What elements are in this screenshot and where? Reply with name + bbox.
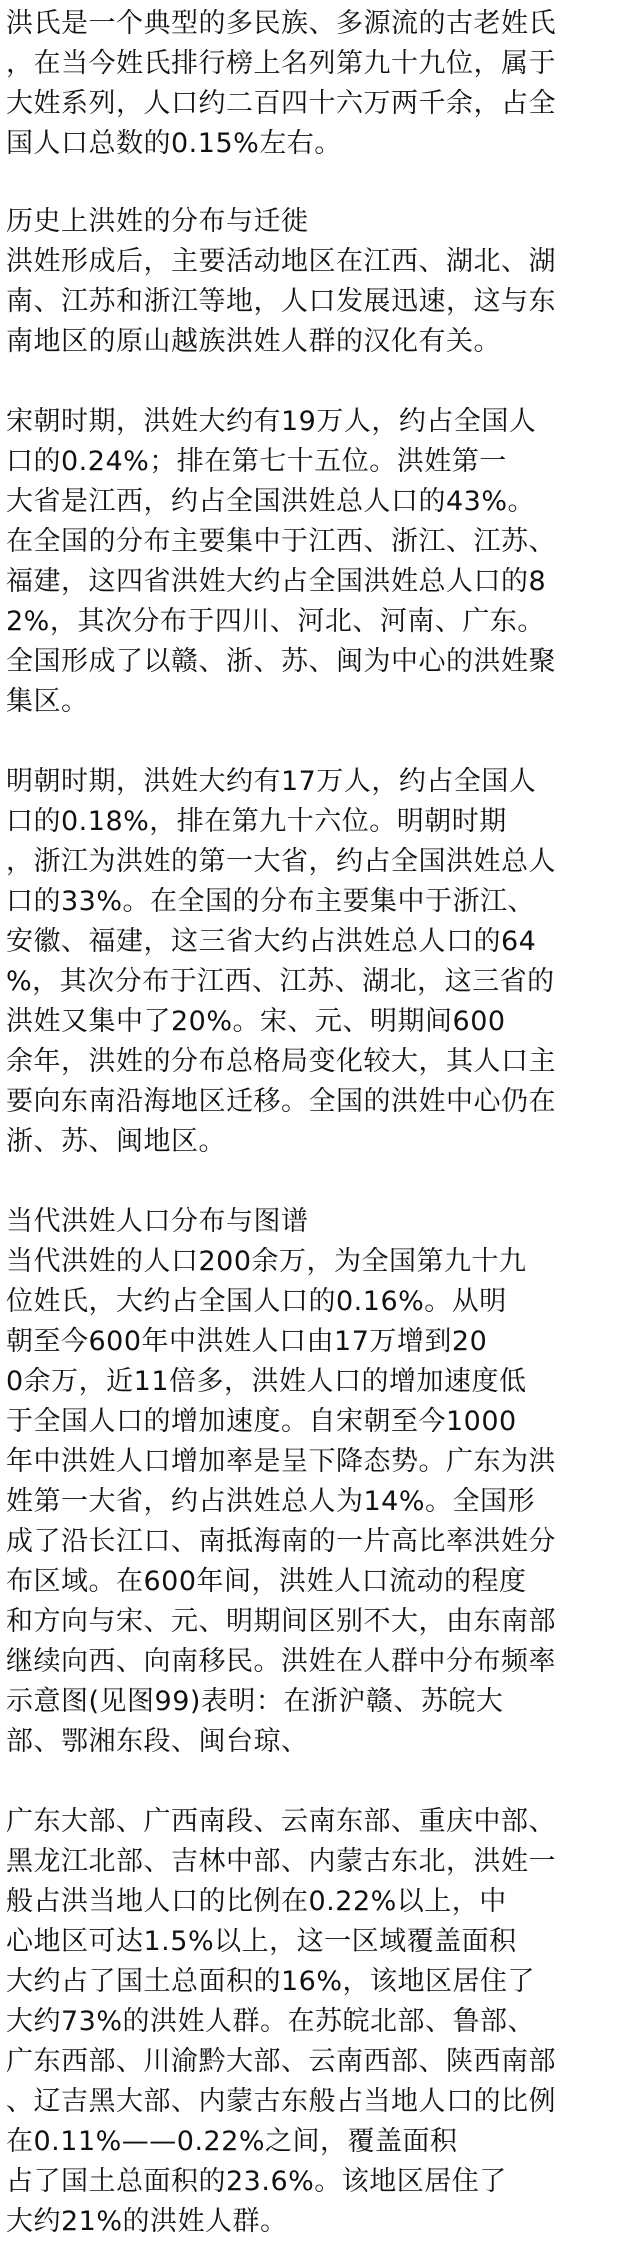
text-line: 广东大部、广西南段、云南东部、重庆中部、 <box>6 1806 556 1837</box>
text-line: 和方向与宋、元、明期间区别不大，由东南部 <box>6 1606 556 1637</box>
modern-paragraph <box>6 1242 634 1762</box>
paragraph-gap <box>6 1162 634 1202</box>
text-line: 大约占了国土总面积的16%，该地区居住了 <box>6 1966 536 1997</box>
text-line: 占了国土总面积的23.6%。该地区居住了 <box>6 2166 507 2197</box>
paragraph-gap <box>6 722 634 762</box>
text-line: 、辽吉黑大部、内蒙古东般占当地人口的比例 <box>6 2086 556 2117</box>
text-line: 口的33%。在全国的分布主要集中于浙江、 <box>6 886 536 917</box>
text-line: 浙、苏、闽地区。 <box>6 1126 226 1157</box>
text-line: 于全国人口的增加速度。自宋朝至今1000 <box>6 1406 517 1437</box>
text-line: 心地区可达1.5%以上，这一区域覆盖面积 <box>6 1926 517 1957</box>
paragraph-gap <box>6 1762 634 1802</box>
text-line: 部、鄂湘东段、闽台琼、 <box>6 1726 309 1757</box>
ming-dynasty-paragraph <box>6 762 634 1162</box>
text-line: 南地区的原山越族洪姓人群的汉化有关。 <box>6 326 501 357</box>
text-line: 洪氏是一个典型的多民族、多源流的古老姓氏 <box>6 8 556 39</box>
history-paragraph <box>6 242 634 362</box>
text-line: 宋朝时期，洪姓大约有19万人，约占全国人 <box>6 406 537 437</box>
text-line: ，浙江为洪姓的第一大省，约占全国洪姓总人 <box>6 846 556 877</box>
text-line: 福建，这四省洪姓大约占全国洪姓总人口的8 <box>6 566 547 597</box>
text-line: 国人口总数的0.15%左右。 <box>6 128 342 159</box>
text-line: 口的0.18%，排在第九十六位。明朝时期 <box>6 806 507 837</box>
song-dynasty-paragraph <box>6 402 634 722</box>
text-line: 般占洪当地人口的比例在0.22%以上，中 <box>6 1886 507 1917</box>
text-line: 0余万，近11倍多，洪姓人口的增加速度低 <box>6 1366 527 1397</box>
text-line: 位姓氏，大约占全国人口的0.16%。从明 <box>6 1286 507 1317</box>
text-line: 当代洪姓的人口200余万，为全国第九十九 <box>6 1246 527 1277</box>
article <box>6 4 634 2242</box>
text-line: 继续向西、向南移民。洪姓在人群中分布频率 <box>6 1646 556 1677</box>
text-line: 明朝时期，洪姓大约有17万人，约占全国人 <box>6 766 537 797</box>
text-line: 示意图(见图99)表明：在浙沪赣、苏皖大 <box>6 1686 504 1717</box>
text-line: 洪姓又集中了20%。宋、元、明期间600 <box>6 1006 506 1037</box>
text-line: %，其次分布于江西、江苏、湖北，这三省的 <box>6 966 555 997</box>
text-line: 广东西部、川渝黔大部、云南西部、陕西南部 <box>6 2046 556 2077</box>
text-line: 黑龙江北部、吉林中部、内蒙古东北，洪姓一 <box>6 1846 556 1877</box>
text-line: 安徽、福建，这三省大约占洪姓总人口的64 <box>6 926 537 957</box>
text-line: 口的0.24%；排在第七十五位。洪姓第一 <box>6 446 507 477</box>
text-line: 2%，其次分布于四川、河北、河南、广东。 <box>6 606 545 637</box>
text-line: 南、江苏和浙江等地，人口发展迅速，这与东 <box>6 286 556 317</box>
text-line: 在0.11%——0.22%之间，覆盖面积 <box>6 2126 458 2157</box>
paragraph-gap <box>6 362 634 402</box>
intro-paragraph <box>6 4 634 164</box>
text-line: 年中洪姓人口增加率是呈下降态势。广东为洪 <box>6 1446 556 1477</box>
section-heading-history: 历史上洪姓的分布与迁徙 <box>6 206 309 237</box>
text-line: 朝至今600年中洪姓人口由17万增到20 <box>6 1326 488 1357</box>
text-line: 集区。 <box>6 686 89 717</box>
text-line: 大省是江西，约占全国洪姓总人口的43%。 <box>6 486 536 517</box>
text-line: ，在当今姓氏排行榜上名列第九十九位，属于 <box>6 48 556 79</box>
text-line: 洪姓形成后，主要活动地区在江西、湖北、湖 <box>6 246 556 277</box>
text-line: 在全国的分布主要集中于江西、浙江、江苏、 <box>6 526 556 557</box>
section-heading-modern: 当代洪姓人口分布与图谱 <box>6 1206 309 1237</box>
text-line: 大约21%的洪姓人群。 <box>6 2206 288 2237</box>
text-line: 成了沿长江口、南抵海南的一片高比率洪姓分 <box>6 1526 556 1557</box>
text-line: 姓第一大省，约占洪姓总人为14%。全国形 <box>6 1486 536 1517</box>
text-line: 全国形成了以赣、浙、苏、闽为中心的洪姓聚 <box>6 646 556 677</box>
text-line: 余年，洪姓的分布总格局变化较大，其人口主 <box>6 1046 556 1077</box>
paragraph-gap <box>6 164 634 202</box>
text-line: 大约73%的洪姓人群。在苏皖北部、鲁部、 <box>6 2006 536 2037</box>
text-line: 要向东南沿海地区迁移。全国的洪姓中心仍在 <box>6 1086 556 1117</box>
distribution-paragraph <box>6 1802 634 2242</box>
text-line: 大姓系列，人口约二百四十六万两千余，占全 <box>6 88 556 119</box>
text-line: 布区域。在600年间，洪姓人口流动的程度 <box>6 1566 527 1597</box>
